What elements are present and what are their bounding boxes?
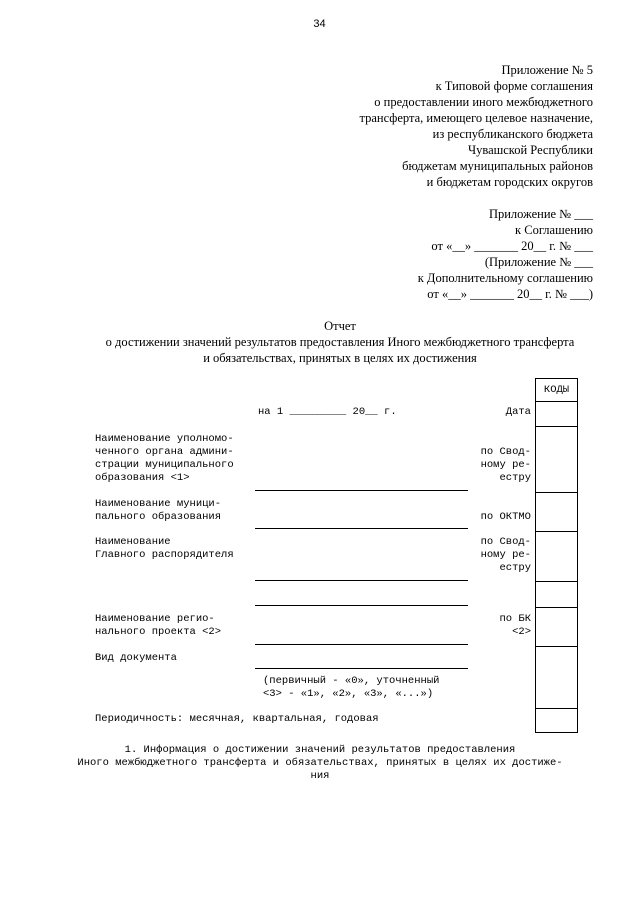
report-date: на 1 _________ 20__ г. (258, 406, 397, 418)
agreement-line: к Соглашению (515, 223, 593, 237)
code-cell-doc-type[interactable] (536, 646, 577, 709)
chief-manager-label: Наименование Главного распорядителя (95, 536, 234, 561)
agreement-line: от «__» _______ 20__ г. № ___) (427, 287, 593, 301)
oktmo-label: по ОКТМО (480, 511, 531, 523)
chief-manager-code-label: по Свод- ному ре- естру (480, 536, 531, 574)
periodicity-label: Периодичность: месячная, квартальная, годовая (95, 713, 379, 725)
section-1-line: 1. Информация о достижении значений результатов предоставления (124, 744, 516, 756)
section-1-line: ния (310, 770, 330, 782)
appendix-line: из республиканского бюджета (432, 127, 593, 141)
codes-column (535, 378, 578, 733)
code-cell-authorized[interactable] (536, 426, 577, 493)
appendix-line: бюджетам муниципальных районов (402, 159, 593, 173)
agreement-line: к Дополнительному соглашению (417, 271, 593, 285)
regional-project-field[interactable] (255, 644, 468, 645)
appendix-line: о предоставлении иного межбюджетного (374, 95, 593, 109)
report-title-line: о достижении значений результатов предоставления Иного межбюджетного трансферта (105, 335, 575, 349)
doc-type-label: Вид документа (95, 652, 177, 664)
regional-project-label: Наименование регио- нального проекта <2> (95, 613, 222, 638)
agreement-block (418, 206, 593, 302)
code-cell-chief[interactable] (536, 531, 577, 582)
code-cell-chief-extra[interactable] (536, 581, 577, 608)
chief-manager-field[interactable] (255, 580, 468, 581)
section-1-line: Иного межбюджетного трансферта и обязательствах, принятых в целях их достиже- (77, 757, 563, 769)
appendix-block (359, 62, 593, 190)
date-label: Дата (505, 406, 531, 418)
appendix-line: Чувашской Республики (467, 143, 593, 157)
appendix-line: трансферта, имеющего целевое назначение, (359, 111, 593, 125)
agreement-line: (Приложение № ___ (484, 255, 593, 269)
authorized-org-label: Наименование уполномо- ченного органа админи- страции муниципального образования <1> (95, 433, 234, 484)
appendix-line: к Типовой форме соглашения (435, 79, 593, 93)
report-title-line: и обязательствах, принятых в целях их достижения (203, 351, 477, 365)
report-title-main: Отчет (324, 319, 356, 333)
appendix-line: и бюджетам городских округов (426, 175, 593, 189)
doc-type-field[interactable] (255, 668, 468, 669)
doc-type-note: (первичный - «0», уточненный <3> - «1», «2», «3», «...») (263, 675, 440, 700)
code-cell-bk[interactable] (536, 607, 577, 647)
agreement-line: от «__» _______ 20__ г. № ___ (431, 239, 593, 253)
code-cell-oktmo[interactable] (536, 492, 577, 532)
authorized-code-label: по Свод- ному ре- естру (480, 446, 531, 484)
municipality-label: Наименование муници- пального образования (95, 498, 222, 523)
code-cell-date[interactable] (536, 401, 577, 427)
codes-header: КОДЫ (536, 379, 577, 402)
authorized-org-field[interactable] (255, 490, 468, 491)
chief-manager-field-extra[interactable] (255, 605, 468, 606)
agreement-line: Приложение № ___ (488, 207, 593, 221)
section-1-heading (40, 744, 600, 783)
municipality-field[interactable] (255, 528, 468, 529)
appendix-line: Приложение № 5 (501, 63, 593, 77)
report-title (60, 318, 620, 366)
page-number: 34 (313, 18, 326, 30)
bk-label: по БК <2> (499, 613, 531, 638)
